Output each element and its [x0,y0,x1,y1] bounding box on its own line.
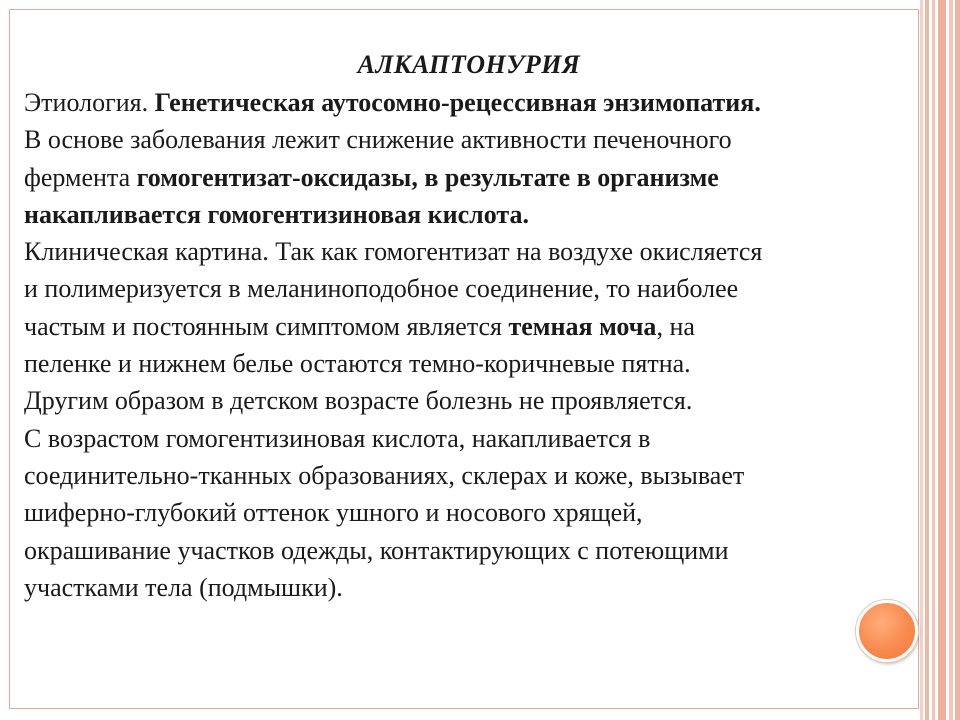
text-line: Другим образом в детском возрасте болезнь не проявляется. [24,386,693,416]
text-line: и полимеризуется в меланиноподобное соединение, то наиболее [24,274,739,304]
stripe [920,0,923,720]
stripe [932,0,935,720]
dark-urine-bold: темная моча [508,311,657,341]
text-line [24,159,914,196]
stripe [925,0,929,720]
slide-body [24,84,914,606]
text-line: В основе заболевания лежит снижение активности печеночного [24,125,732,155]
text-line: С возрастом гомогентизиновая кислота, накапливается в [24,423,651,453]
stripe [955,0,960,720]
text-line: участками тела (подмышки). [24,572,343,602]
stripe [949,0,953,720]
text-line [24,308,914,345]
accumulation-bold: накапливается гомогентизиновая кислота. [24,199,530,229]
text-line: окрашивание участков одежды, контактирующих с потеющими [24,535,729,565]
enzyme-bold: гомогентизат-оксидазы, в результате в организме [136,162,719,192]
etiology-bold: Генетическая аутосомно-рецессивная энзимопатия. [154,88,761,117]
slide-title: АЛКАПТОНУРИЯ [357,50,581,79]
text-segment: фермента [24,162,137,192]
decorative-circle-icon [856,600,918,662]
text-line: пеленке и нижнем белье остаются темно-коричневые пятна. [24,349,691,379]
text-line: шиферно-глубокий оттенок ушного и носового хрящей, [24,498,643,528]
slide-content [24,46,914,606]
text-line: соединительно-тканных образованиях, склерах и коже, вызывает [24,460,745,490]
text-segment: частым и постоянным симптомом является [24,311,509,341]
etiology-label: Этиология. [24,88,155,117]
decorative-stripes [920,0,960,720]
stripe [938,0,946,720]
etiology-line [24,84,914,121]
text-line [24,196,914,233]
text-segment: , на [656,311,695,341]
text-line: Клиническая картина. Так как гомогентизат на воздухе окисляется [24,237,763,267]
